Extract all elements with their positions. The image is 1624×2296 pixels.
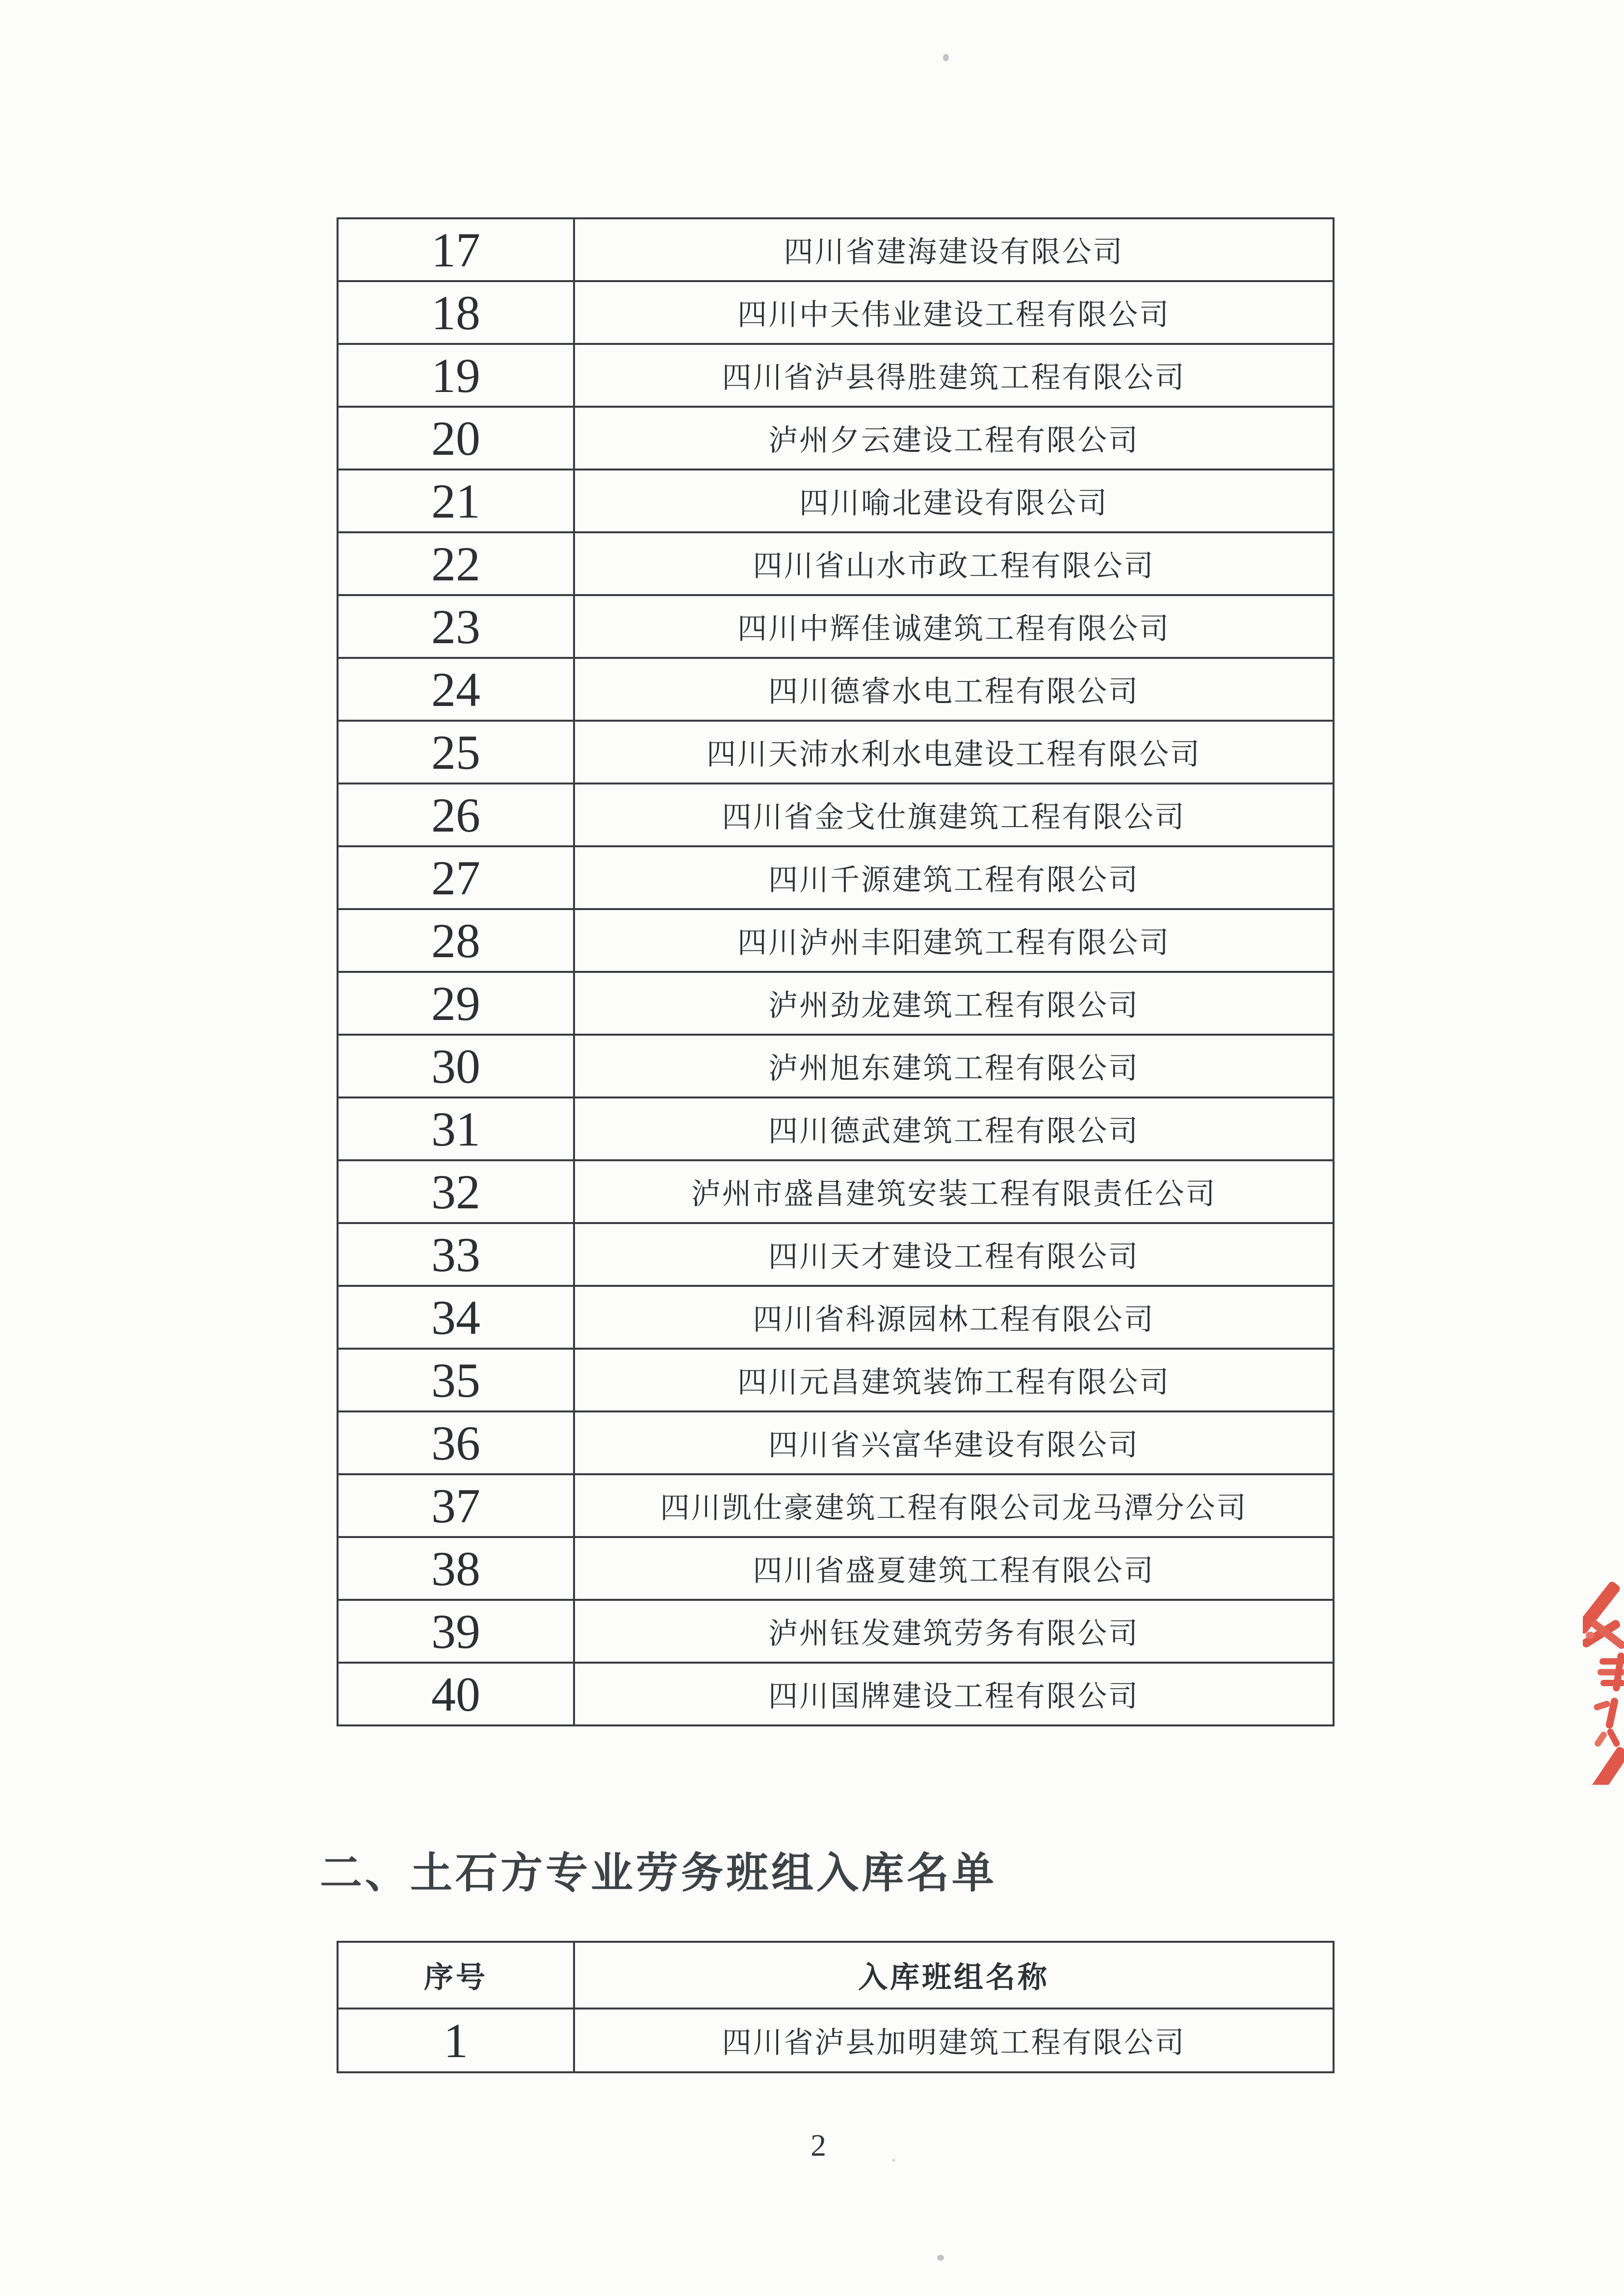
serial-cell: 30: [338, 1035, 574, 1097]
labor-team-roster-table: [337, 1941, 1335, 2073]
company-cell: 泸州市盛昌建筑安装工程有限责任公司: [574, 1160, 1334, 1223]
company-cell: 四川德睿水电工程有限公司: [574, 658, 1334, 721]
stamp-stroke: [1594, 1730, 1608, 1748]
table-row: [338, 1160, 1334, 1223]
table-row: [338, 1600, 1334, 1663]
serial-cell: 27: [338, 846, 574, 909]
company-cell: 四川省盛夏建筑工程有限公司: [574, 1537, 1334, 1600]
company-cell: 四川泸州丰阳建筑工程有限公司: [574, 909, 1334, 972]
table-row: [338, 1474, 1334, 1537]
serial-cell: 31: [338, 1097, 574, 1160]
table-row: [338, 344, 1334, 407]
company-cell: 四川中辉佳诚建筑工程有限公司: [574, 595, 1334, 658]
table-row: [338, 658, 1334, 721]
table-row: [338, 218, 1334, 281]
serial-header-cell: 序号: [338, 1942, 574, 2009]
scan-speck: [943, 54, 949, 61]
serial-cell: 33: [338, 1223, 574, 1286]
company-cell: 四川省山水市政工程有限公司: [574, 532, 1334, 595]
serial-cell: 20: [338, 407, 574, 470]
company-cell: 泸州钰发建筑劳务有限公司: [574, 1600, 1334, 1663]
table-row: [338, 972, 1334, 1035]
company-cell: 四川国牌建设工程有限公司: [574, 1663, 1334, 1725]
company-cell: 泸州夕云建设工程有限公司: [574, 407, 1334, 470]
table-row: [338, 595, 1334, 658]
company-cell: 四川省兴富华建设有限公司: [574, 1411, 1334, 1474]
table-row: [338, 1286, 1334, 1349]
table-row: [338, 1349, 1334, 1411]
serial-cell: 19: [338, 344, 574, 407]
serial-cell: 35: [338, 1349, 574, 1411]
serial-cell: 39: [338, 1600, 574, 1663]
serial-cell: 40: [338, 1663, 574, 1725]
table-row: [338, 783, 1334, 846]
serial-cell: 17: [338, 218, 574, 281]
table-row: [338, 1537, 1334, 1600]
table-row: [338, 1663, 1334, 1725]
table-row: [338, 532, 1334, 595]
serial-cell: 36: [338, 1411, 574, 1474]
table-row: [338, 846, 1334, 909]
serial-cell: 25: [338, 721, 574, 783]
scan-speck: [892, 2159, 895, 2162]
company-cell: 四川天才建设工程有限公司: [574, 1223, 1334, 1286]
company-cell: 四川省建海建设有限公司: [574, 218, 1334, 281]
serial-cell: 21: [338, 470, 574, 532]
company-cell: 四川省金戈仕旗建筑工程有限公司: [574, 783, 1334, 846]
table-row: [338, 1035, 1334, 1097]
stamp-stroke: [1586, 1632, 1595, 1639]
table-row: [338, 470, 1334, 532]
page-number: 2: [811, 2128, 826, 2163]
company-cell: 四川天沛水利水电建设工程有限公司: [574, 721, 1334, 783]
table-row: [338, 1097, 1334, 1160]
company-cell: 四川喻北建设有限公司: [574, 470, 1334, 532]
company-cell: 泸州劲龙建筑工程有限公司: [574, 972, 1334, 1035]
serial-cell: 18: [338, 281, 574, 344]
serial-cell: 37: [338, 1474, 574, 1537]
serial-cell: 34: [338, 1286, 574, 1349]
company-cell: 四川千源建筑工程有限公司: [574, 846, 1334, 909]
table-row: [338, 1223, 1334, 1286]
company-cell: 泸州旭东建筑工程有限公司: [574, 1035, 1334, 1097]
red-stamp-fragment: [1583, 1574, 1624, 1785]
section-heading: 二、土石方专业劳务班组入库名单: [320, 1850, 997, 1897]
serial-cell: 23: [338, 595, 574, 658]
company-cell: 四川德武建筑工程有限公司: [574, 1097, 1334, 1160]
table-row: [338, 909, 1334, 972]
company-cell: 四川省科源园林工程有限公司: [574, 1286, 1334, 1349]
scan-speck: [937, 2255, 944, 2261]
team-name-header-cell: 入库班组名称: [574, 1942, 1334, 2009]
serial-cell: 26: [338, 783, 574, 846]
stamp-stroke: [1593, 1700, 1611, 1711]
company-cell: 四川省泸县得胜建筑工程有限公司: [574, 344, 1334, 407]
table-row: [338, 2009, 1334, 2072]
serial-cell: 1: [338, 2009, 574, 2072]
serial-cell: 22: [338, 532, 574, 595]
serial-cell: 24: [338, 658, 574, 721]
stamp-stroke: [1583, 1746, 1624, 1785]
company-cell: 四川元昌建筑装饰工程有限公司: [574, 1349, 1334, 1411]
serial-cell: 29: [338, 972, 574, 1035]
table-row: [338, 281, 1334, 344]
table-row: [338, 721, 1334, 783]
serial-cell: 32: [338, 1160, 574, 1223]
contractor-roster-table: [337, 217, 1335, 1726]
company-cell: 四川省泸县加明建筑工程有限公司: [574, 2009, 1334, 2072]
table-header-row: [338, 1942, 1334, 2009]
table-row: [338, 1411, 1334, 1474]
table-row: [338, 407, 1334, 470]
serial-cell: 28: [338, 909, 574, 972]
stamp-stroke: [1606, 1727, 1621, 1748]
serial-cell: 38: [338, 1537, 574, 1600]
company-cell: 四川中天伟业建设工程有限公司: [574, 281, 1334, 344]
company-cell: 四川凯仕豪建筑工程有限公司龙马潭分公司: [574, 1474, 1334, 1537]
